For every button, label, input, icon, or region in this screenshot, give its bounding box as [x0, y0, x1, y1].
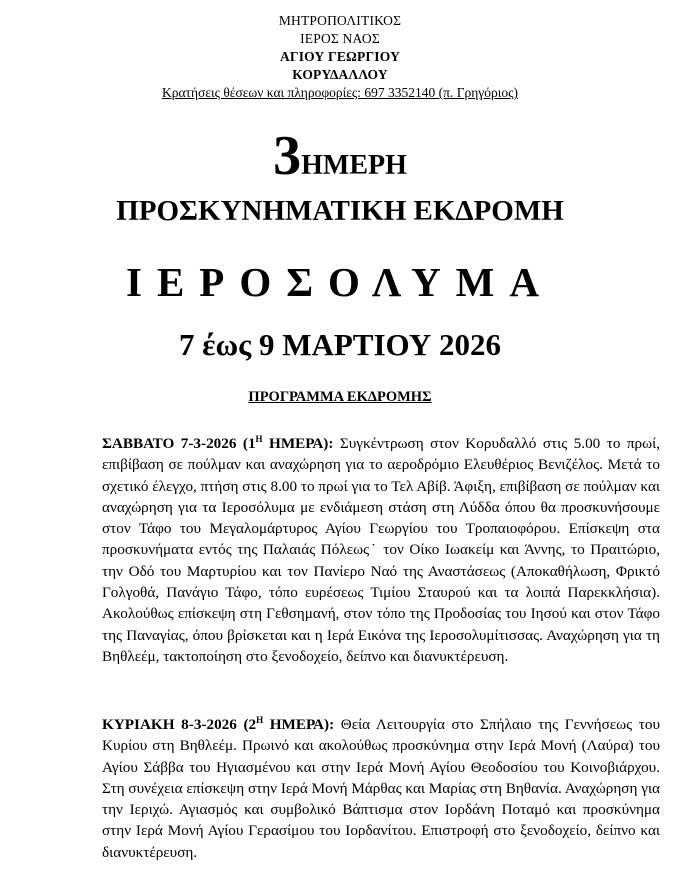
day-1-text: Συγκέντρωση στον Κορυδαλλό στις 5.00 το πρωί, επιβίβαση σε πούλμαν και αναχώρηση για το αεροδρόμιο Ελευθέριος Βενιζέλος. Μετά το σχετικό έλεγχο, πτήση στις 8.00 το πρωί για το Τελ Αβίβ. Άφιξη, επιβίβαση σε πούλμαν και αναχώρηση για τα Ιεροσόλυμα με ενδιάμεση στάση στη Λύδδα όπου θα προσκυνήσουμε στον Τάφο του Μεγαλομάρτυρος Αγίου Γεωργίου του Τροπαιοφόρου. Επίσκεψη στα προσκυνήματα εντός της Παλαιάς Πόλεως˙ τον Οίκο Ιωακείμ και Άννης, το Πραιτώριο, την Οδό του Μαρτυρίου και τον Πανίερο Ναό της Αναστάσεως (Αποκαθήλωση, Φρικτό Γολγοθά, Πανάγιο Τάφο, τόπο ευρέσεως Τιμίου Σταυρού και τα λοιπά Παρεκκλήσια). Ακολούθως επίσκεψη στη Γεθσημανή, στον τόπο της Προδοσίας του Ιησού και στον Τάφο της Παναγίας, όπου βρίσκεται και η Ιερά Εικόνα της Ιεροσολυμίτισσας. Αναχώρηση για τη Βηθλεέμ, τακτοποίηση στο ξενοδοχείο, δείπνο και διανυκτέρευση.	[102, 435, 660, 665]
header-line-4: ΚΟΡΥΔΑΛΛΟΥ	[292, 67, 388, 82]
day-1-label	[102, 435, 333, 452]
day-2-label-end: ΗΜΕΡΑ):	[263, 716, 335, 733]
destination-title: ΙΕΡΟΣΟΛΥΜΑ	[126, 259, 554, 305]
day-1-label-start: ΣΑΒΒΑΤΟ 7-3-2026 (1	[102, 435, 256, 452]
day-2-text: Θεία Λειτουργία στο Σπήλαιο της Γεννήσεως του Κυρίου στη Βηθλεέμ. Πρωινό και ακολούθως προσκύνημα στην Ιερά Μονή (Λαύρα) του Αγίου Σάββα του Ηγιασμένου και στην Ιερά Μονή Αγίου Θεοδοσίου του Κοινοβιάρχου. Στη συνέχεια επίσκεψη στην Ιερά Μονή Μάρθας και Μαρίας στη Βηθανία. Αναχώρηση για την Ιεριχώ. Αγιασμός και συμβολικό Βάπτισμα στον Ιορδάνη Ποταμό και προσκύνημα στην Ιερά Μονή Αγίου Γερασίμου του Ιορδανίτου. Επιστροφή στο ξενοδοχείο, δείπνο και διανυκτέρευση.	[102, 716, 660, 861]
header-line-2: ΙΕΡΟΣ ΝΑΟΣ	[300, 31, 380, 46]
contact-info: Κρατήσεις θέσεων και πληροφορίες: 697 3352140 (π. Γρηγόριος)	[162, 85, 518, 100]
trip-subtitle: ΠΡΟΣΚΥΝΗΜΑΤΙΚΗ ΕΚΔΡΟΜΗ	[116, 195, 564, 227]
day-2-label-sup: Η	[256, 714, 264, 725]
trip-duration-title	[0, 125, 680, 187]
trip-dates: 7 έως 9 ΜΑΡΤΙΟΥ 2026	[178, 327, 501, 362]
day-2-label-start: ΚΥΡΙΑΚΗ 8-3-2026 (2	[102, 716, 257, 733]
day-1-label-end: ΗΜΕΡΑ):	[262, 435, 334, 452]
day-2-paragraph	[102, 714, 660, 863]
church-header	[0, 12, 680, 102]
header-line-3: ΑΓΙΟΥ ΓΕΩΡΓΙΟΥ	[279, 49, 401, 64]
day-2-label	[102, 716, 334, 733]
day-1-paragraph	[102, 433, 660, 667]
header-line-1: ΜΗΤΡΟΠΟΛΙΤΙΚΟΣ	[278, 13, 402, 28]
day-1-label-sup: Η	[255, 433, 263, 444]
program-heading: ΠΡΟΓΡΑΜΜΑ ΕΚΔΡΟΜΗΣ	[248, 389, 432, 405]
days-word: ΗΜΕΡΗ	[301, 150, 407, 181]
days-digit: 3	[273, 125, 302, 187]
